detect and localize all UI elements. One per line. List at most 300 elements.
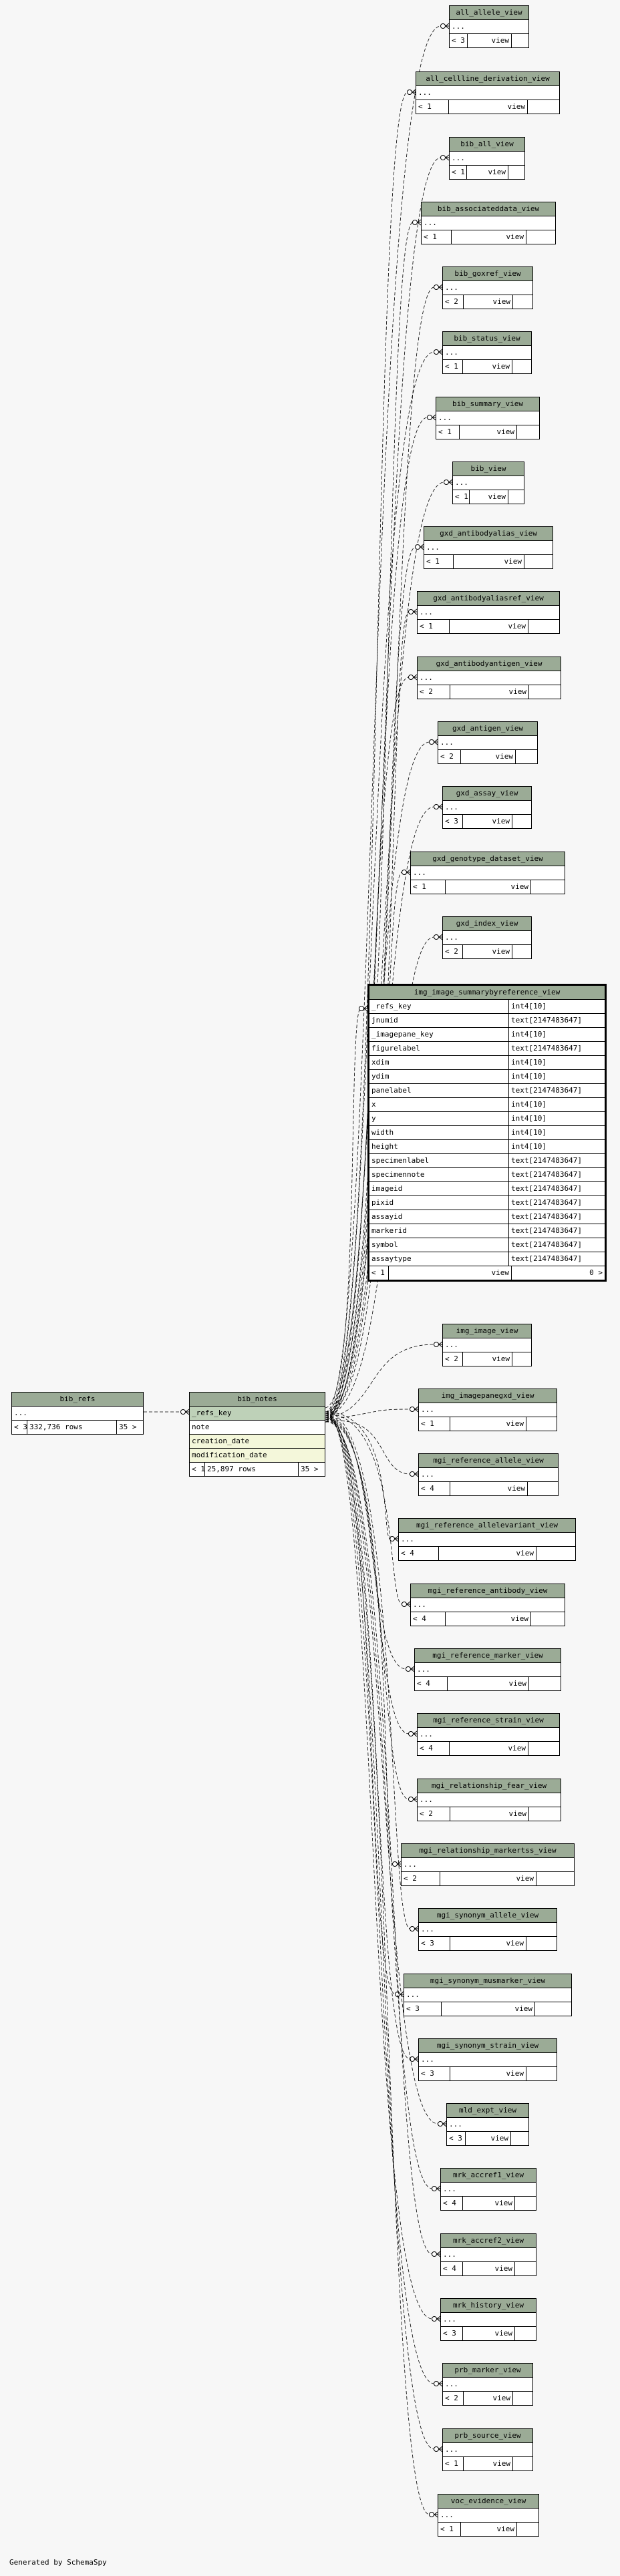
crowfoot-icon	[402, 1602, 411, 1607]
nav-prev-icon[interactable]: <	[426, 557, 431, 566]
crowfoot-icon	[432, 2316, 441, 2322]
table-all-allele-view[interactable]	[449, 5, 529, 48]
table-kind: view	[462, 2262, 514, 2275]
column-ellipsis: ...	[443, 2250, 456, 2259]
nav-prev-icon[interactable]: <	[424, 232, 428, 241]
nav-prev-icon[interactable]: <	[420, 1809, 424, 1818]
table-title: mgi_reference_antibody_view	[411, 1584, 565, 1598]
table-kind: view	[453, 555, 524, 568]
table-title: mgi_reference_allele_view	[419, 1454, 558, 1468]
table-mgi-synonym-musmarker-view[interactable]	[404, 1974, 572, 2016]
column-ellipsis: ...	[401, 1535, 414, 1543]
row-count: 332,736 rows	[27, 1421, 116, 1434]
nav-prev-icon[interactable]: <	[401, 1549, 406, 1557]
table-title: gxd_genotype_dataset_view	[411, 852, 565, 866]
edge-to-mgi-reference-allele-view	[325, 1421, 410, 1474]
table-kind: view	[459, 425, 516, 439]
nav-prev-icon[interactable]: <	[438, 427, 443, 436]
column-ellipsis: ...	[421, 1470, 434, 1479]
table-mgi-relationship-fear-view[interactable]	[417, 1779, 561, 1821]
parents-count: 35	[119, 1423, 128, 1431]
children-count: 1	[454, 2459, 458, 2468]
table-kind: view	[445, 880, 530, 894]
nav-prev-icon[interactable]: <	[406, 2004, 411, 2013]
table-bib-refs[interactable]	[11, 1392, 144, 1435]
crowfoot-icon	[430, 739, 438, 745]
nav-prev-icon[interactable]: <	[440, 2525, 445, 2533]
table-kind: view	[450, 685, 528, 699]
table-row	[369, 1126, 605, 1140]
crowfoot-icon	[413, 220, 422, 225]
column-name: specimenlabel	[371, 1156, 430, 1165]
column-name: note	[192, 1423, 210, 1431]
children-count: 2	[454, 297, 458, 306]
table-gxd-assay-view[interactable]	[442, 786, 532, 829]
table-kind: view	[450, 2067, 526, 2080]
table-bib-all-view[interactable]	[449, 137, 525, 180]
nav-prev-icon[interactable]: <	[421, 1484, 426, 1493]
table-title: prb_source_view	[443, 2429, 532, 2443]
column-ellipsis: ...	[449, 2120, 462, 2129]
table-kind: view	[462, 2197, 514, 2210]
children-count: 1	[427, 102, 432, 111]
column-ellipsis: ...	[413, 1600, 426, 1609]
nav-prev-icon[interactable]: <	[440, 752, 445, 761]
crowfoot-icon	[434, 2381, 443, 2386]
table-img-image-view[interactable]	[442, 1324, 532, 1366]
column-ellipsis: ...	[452, 22, 465, 31]
nav-prev-icon[interactable]: <	[443, 2329, 448, 2338]
crowfoot-icon	[428, 415, 436, 420]
column-name: jnumid	[371, 1016, 398, 1025]
nav-prev-icon[interactable]: <	[421, 2069, 426, 2078]
table-row	[369, 1182, 605, 1196]
column-name: imageid	[371, 1184, 403, 1193]
table-kind: view	[462, 945, 512, 958]
table-title: prb_marker_view	[443, 2364, 532, 2378]
table-gxd-index-view[interactable]	[442, 916, 532, 959]
crowfoot-icon	[409, 609, 418, 614]
column-type: int4[10]	[508, 1112, 605, 1125]
column-name: assayid	[371, 1212, 403, 1221]
nav-prev-icon[interactable]: <	[452, 36, 456, 45]
nav-prev-icon[interactable]: <	[418, 102, 423, 111]
crowfoot-icon	[409, 1797, 418, 1802]
nav-prev-icon[interactable]: <	[445, 2459, 450, 2468]
nav-next-icon[interactable]: >	[313, 1465, 319, 1473]
column-ellipsis: ...	[14, 1409, 27, 1417]
column-ellipsis: ...	[413, 868, 426, 877]
table-bib-status-view[interactable]	[442, 331, 532, 374]
table-img-image-summarybyreference-view[interactable]	[367, 984, 607, 1282]
table-row	[369, 1168, 605, 1182]
crowfoot-icon	[434, 285, 443, 290]
table-title: mld_expt_view	[447, 2104, 528, 2118]
table-title: mgi_reference_strain_view	[418, 1714, 559, 1728]
children-count: 3	[23, 1423, 27, 1431]
table-bib-view[interactable]	[452, 462, 524, 504]
crowfoot-icon	[441, 155, 450, 160]
children-count: 3	[430, 1939, 434, 1948]
children-count: 4	[452, 2264, 456, 2273]
crowfoot-icon	[402, 870, 411, 875]
table-kind: view	[463, 2392, 512, 2405]
table-title: gxd_antibodyaliasref_view	[418, 592, 559, 606]
table-title: mrk_accref1_view	[441, 2169, 536, 2183]
crowfoot-icon	[393, 1861, 402, 1867]
children-count: 1	[200, 1465, 205, 1473]
children-count: 2	[454, 2394, 458, 2402]
crowfoot-icon	[390, 1536, 399, 1541]
table-title: mgi_relationship_markertss_view	[402, 1844, 574, 1858]
column-name: creation_date	[192, 1437, 250, 1445]
children-count: 1	[380, 1268, 385, 1277]
table-title: img_image_summarybyreference_view	[369, 986, 605, 1000]
children-count: 3	[458, 2134, 462, 2143]
children-count: 2	[428, 687, 433, 696]
column-name: width	[371, 1128, 394, 1137]
column-name: _imagepane_key	[371, 1030, 434, 1039]
nav-prev-icon[interactable]: <	[445, 2394, 450, 2402]
table-kind: view	[450, 1417, 526, 1431]
nav-prev-icon[interactable]: <	[14, 1423, 19, 1431]
edge-to-mgi-reference-allelevariant-view	[325, 1412, 390, 1539]
table-mld-expt-view[interactable]	[446, 2103, 529, 2146]
table-mgi-reference-marker-view[interactable]	[414, 1648, 561, 1691]
table-title: bib_associateddata_view	[422, 202, 555, 216]
children-count: 1	[430, 1419, 434, 1428]
column-ellipsis: ...	[443, 2185, 456, 2193]
table-gxd-genotype-dataset-view[interactable]	[410, 852, 565, 894]
crowfoot-icon	[409, 1731, 418, 1736]
nav-prev-icon[interactable]: <	[421, 1939, 426, 1948]
column-ellipsis: ...	[424, 218, 437, 227]
table-kind: view	[462, 360, 512, 373]
nav-prev-icon[interactable]: <	[404, 1874, 408, 1883]
children-count: 3	[454, 817, 458, 825]
nav-prev-icon[interactable]: <	[445, 947, 450, 956]
column-type: int4[10]	[508, 1140, 605, 1153]
column-ellipsis: ...	[418, 88, 432, 97]
nav-prev-icon[interactable]: <	[452, 168, 456, 176]
children-count: 2	[428, 1809, 433, 1818]
table-all-cellline-derivation-view[interactable]	[416, 71, 560, 114]
table-mgi-relationship-markertss-view[interactable]	[401, 1843, 575, 1886]
table-kind: view	[388, 1266, 511, 1280]
table-kind: view	[462, 2327, 514, 2340]
column-ellipsis: ...	[420, 608, 433, 616]
children-count: 1	[454, 362, 458, 371]
column-name: symbol	[371, 1240, 398, 1249]
column-ellipsis: ...	[443, 2315, 456, 2324]
nav-prev-icon[interactable]: <	[420, 1744, 424, 1753]
crowfoot-icon	[181, 1409, 190, 1415]
nav-prev-icon[interactable]: <	[445, 817, 450, 825]
nav-prev-icon[interactable]: <	[413, 1614, 418, 1623]
table-title: mgi_synonym_musmarker_view	[404, 1974, 571, 1988]
column-ellipsis: ...	[406, 1990, 420, 1999]
nav-prev-icon[interactable]: <	[421, 1419, 426, 1428]
column-name: markerid	[371, 1226, 407, 1235]
table-title: bib_view	[453, 462, 524, 476]
table-mgi-reference-strain-view[interactable]	[417, 1713, 560, 1756]
table-row	[369, 1112, 605, 1126]
column-type: text[2147483647]	[508, 1014, 605, 1027]
children-count: 2	[449, 752, 454, 761]
column-name: pixid	[371, 1198, 394, 1207]
column-name: ydim	[371, 1072, 390, 1081]
crowfoot-icon	[416, 544, 424, 550]
table-kind: view	[445, 1612, 530, 1626]
table-title: mrk_accref2_view	[441, 2234, 536, 2248]
nav-prev-icon[interactable]: <	[417, 1679, 422, 1688]
crowfoot-icon	[406, 1666, 415, 1672]
nav-prev-icon[interactable]: <	[420, 622, 424, 630]
column-type: text[2147483647]	[508, 1252, 605, 1266]
column-ellipsis: ...	[421, 2055, 434, 2064]
table-kind: view	[463, 2457, 512, 2470]
children-count: 4	[452, 2199, 456, 2207]
table-title: bib_refs	[12, 1393, 143, 1407]
table-row	[369, 1154, 605, 1168]
column-ellipsis: ...	[421, 1925, 434, 1934]
table-row	[369, 1210, 605, 1224]
column-ellipsis: ...	[438, 413, 452, 422]
nav-next-icon[interactable]: >	[132, 1423, 137, 1431]
column-ellipsis: ...	[445, 348, 458, 357]
row-count: 25,897 rows	[204, 1463, 298, 1476]
table-kind: view	[465, 2132, 510, 2145]
table-title: gxd_antigen_view	[438, 722, 537, 736]
table-bib-associateddata-view[interactable]	[421, 202, 556, 244]
table-prb-source-view[interactable]	[442, 2428, 533, 2471]
table-mgi-reference-antibody-view[interactable]	[410, 1584, 565, 1626]
table-gxd-antibodyantigen-view[interactable]	[417, 657, 561, 699]
table-kind: view	[450, 1807, 528, 1821]
table-kind: view	[448, 100, 527, 114]
nav-next-icon[interactable]: >	[598, 1268, 603, 1277]
table-kind: view	[466, 166, 508, 179]
table-bib-goxref-view[interactable]	[442, 266, 533, 309]
column-name: modification_date	[192, 1451, 267, 1459]
children-count: 1	[460, 168, 465, 176]
column-ellipsis: ...	[420, 673, 433, 682]
children-count: 1	[464, 492, 468, 501]
table-title: bib_notes	[190, 1393, 325, 1407]
table-bib-summary-view[interactable]	[436, 397, 540, 439]
nav-prev-icon[interactable]: <	[420, 687, 424, 696]
parents-count: 0	[589, 1268, 594, 1277]
column-type: text[2147483647]	[508, 1042, 605, 1055]
table-kind: view	[451, 230, 526, 244]
column-type: text[2147483647]	[508, 1084, 605, 1097]
column-name: panelabel	[371, 1086, 412, 1095]
column-type: int4[10]	[508, 1028, 605, 1041]
table-kind: view	[460, 2523, 516, 2536]
nav-prev-icon[interactable]: <	[445, 1354, 450, 1363]
column-type: int4[10]	[508, 1126, 605, 1139]
crowfoot-icon	[409, 675, 418, 680]
crowfoot-icon	[434, 934, 443, 940]
table-title: mgi_synonym_strain_view	[419, 2039, 557, 2053]
edge-to-mgi-reference-antibody-view	[325, 1414, 402, 1604]
table-title: mgi_reference_allelevariant_view	[399, 1519, 575, 1533]
children-count: 4	[422, 1614, 426, 1623]
nav-prev-icon[interactable]: <	[445, 297, 450, 306]
table-mgi-synonym-allele-view[interactable]	[418, 1908, 557, 1951]
column-name: x	[371, 1100, 376, 1109]
children-count: 2	[412, 1874, 417, 1883]
table-title: gxd_index_view	[443, 917, 531, 931]
crowfoot-icon	[410, 1471, 419, 1477]
edge-to-mgi-synonym-allele-view	[325, 1412, 410, 1929]
column-ellipsis: ...	[445, 2380, 458, 2388]
column-type: int4[10]	[508, 1070, 605, 1083]
nav-prev-icon[interactable]: <	[449, 2134, 454, 2143]
nav-prev-icon[interactable]: <	[455, 492, 460, 501]
crowfoot-icon	[410, 1926, 419, 1931]
column-name: figurelabel	[371, 1044, 420, 1053]
table-kind: view	[462, 815, 512, 828]
table-title: bib_summary_view	[436, 397, 539, 411]
children-count: 4	[430, 1484, 434, 1493]
table-title: gxd_assay_view	[443, 787, 531, 801]
nav-prev-icon[interactable]: <	[443, 2199, 448, 2207]
column-type: int4[10]	[508, 1056, 605, 1069]
crowfoot-icon	[434, 1342, 443, 1347]
table-title: mrk_history_view	[441, 2299, 536, 2313]
table-row	[369, 1028, 605, 1042]
table-img-imagepanegxd-view[interactable]	[418, 1389, 557, 1431]
children-count: 1	[432, 232, 437, 241]
column-ellipsis: ...	[420, 1795, 433, 1804]
table-kind: view	[450, 1937, 526, 1950]
nav-prev-icon[interactable]: <	[443, 2264, 448, 2273]
table-row	[369, 1000, 605, 1014]
table-mrk-accref1-view[interactable]	[440, 2168, 536, 2211]
table-row	[369, 1042, 605, 1056]
children-count: 1	[449, 2525, 454, 2533]
edge-to-gxd-antibodyalias-view	[325, 547, 416, 1416]
column-type: text[2147483647]	[508, 1154, 605, 1167]
table-mrk-accref2-view[interactable]	[440, 2233, 536, 2276]
children-count: 3	[452, 2329, 456, 2338]
children-count: 1	[428, 622, 433, 630]
table-title: voc_evidence_view	[438, 2495, 538, 2509]
nav-prev-icon[interactable]: <	[192, 1465, 196, 1473]
children-count: 1	[447, 427, 452, 436]
column-type: text[2147483647]	[508, 1168, 605, 1181]
table-row	[369, 1098, 605, 1112]
column-ellipsis: ...	[445, 283, 458, 292]
column-type: text[2147483647]	[508, 1182, 605, 1195]
column-type: int4[10]	[508, 1000, 605, 1013]
table-title: bib_goxref_view	[443, 267, 532, 281]
table-mgi-synonym-strain-view[interactable]	[418, 2038, 557, 2081]
column-ellipsis: ...	[417, 1665, 430, 1674]
column-name: height	[371, 1142, 398, 1151]
column-name: y	[371, 1114, 376, 1123]
table-row	[369, 1070, 605, 1084]
table-kind: view	[462, 1352, 512, 1366]
crowfoot-icon	[359, 1006, 368, 1011]
table-title: img_imagepanegxd_view	[419, 1389, 557, 1403]
column-ellipsis: ...	[440, 2511, 454, 2519]
column-name: specimennote	[371, 1170, 425, 1179]
column-ellipsis: ...	[445, 803, 458, 811]
column-ellipsis: ...	[440, 738, 454, 747]
edge-to-voc-evidence-view	[325, 1418, 430, 2515]
crowfoot-icon	[434, 2446, 443, 2452]
edge-to-img-imagepanegxd-view	[325, 1409, 410, 1420]
crowfoot-icon	[432, 2251, 441, 2257]
children-count: 1	[435, 557, 440, 566]
table-bib-notes[interactable]	[189, 1392, 325, 1477]
table-row	[369, 1252, 605, 1266]
table-kind: view	[450, 1482, 527, 1495]
table-kind: view	[469, 490, 508, 504]
table-title: mgi_synonym_allele_view	[419, 1909, 557, 1923]
children-count: 3	[430, 2069, 434, 2078]
table-kind: view	[440, 1872, 536, 1885]
table-gxd-antigen-view[interactable]	[438, 721, 538, 764]
crowfoot-icon	[430, 2512, 438, 2517]
column-ellipsis: ...	[455, 478, 468, 487]
table-gxd-antibodyalias-view[interactable]	[424, 526, 553, 569]
table-mgi-reference-allele-view[interactable]	[418, 1453, 559, 1496]
crowfoot-icon	[410, 1407, 419, 1412]
table-mrk-history-view[interactable]	[440, 2298, 536, 2341]
table-row	[369, 1140, 605, 1154]
table-row	[369, 1196, 605, 1210]
children-count: 3	[460, 36, 465, 45]
column-ellipsis: ...	[452, 154, 465, 162]
table-prb-marker-view[interactable]	[442, 2363, 533, 2406]
table-row	[369, 1224, 605, 1238]
table-kind: view	[460, 750, 515, 763]
column-name: _refs_key	[192, 1409, 232, 1417]
children-count: 4	[410, 1549, 414, 1557]
table-title: gxd_antibodyantigen_view	[418, 657, 561, 671]
column-ellipsis: ...	[420, 1730, 433, 1738]
table-kind: view	[438, 1547, 536, 1560]
column-type: text[2147483647]	[508, 1238, 605, 1252]
table-row	[369, 1056, 605, 1070]
table-title: all_allele_view	[450, 6, 528, 20]
table-kind: view	[467, 34, 511, 47]
edge-to-mgi-reference-marker-view	[325, 1416, 406, 1669]
column-ellipsis: ...	[445, 2445, 458, 2454]
edge-to-img-image-summarybyreference-view	[325, 1008, 361, 1408]
table-voc-evidence-view[interactable]	[438, 2494, 539, 2537]
column-ellipsis: ...	[445, 933, 458, 942]
nav-prev-icon[interactable]: <	[371, 1268, 376, 1277]
table-kind: view	[463, 295, 512, 309]
table-row	[369, 1014, 605, 1028]
column-name: xdim	[371, 1058, 390, 1067]
nav-prev-icon[interactable]: <	[445, 362, 450, 371]
table-mgi-reference-allelevariant-view[interactable]	[398, 1518, 576, 1561]
column-type: text[2147483647]	[508, 1196, 605, 1210]
crowfoot-icon	[396, 1992, 404, 1997]
table-title: all_cellline_derivation_view	[416, 72, 559, 86]
column-type: int4[10]	[508, 1098, 605, 1111]
table-kind: view	[441, 2002, 534, 2016]
column-type: text[2147483647]	[508, 1224, 605, 1238]
nav-prev-icon[interactable]: <	[413, 882, 418, 891]
table-gxd-antibodyaliasref-view[interactable]	[417, 591, 560, 634]
column-ellipsis: ...	[421, 1405, 434, 1414]
